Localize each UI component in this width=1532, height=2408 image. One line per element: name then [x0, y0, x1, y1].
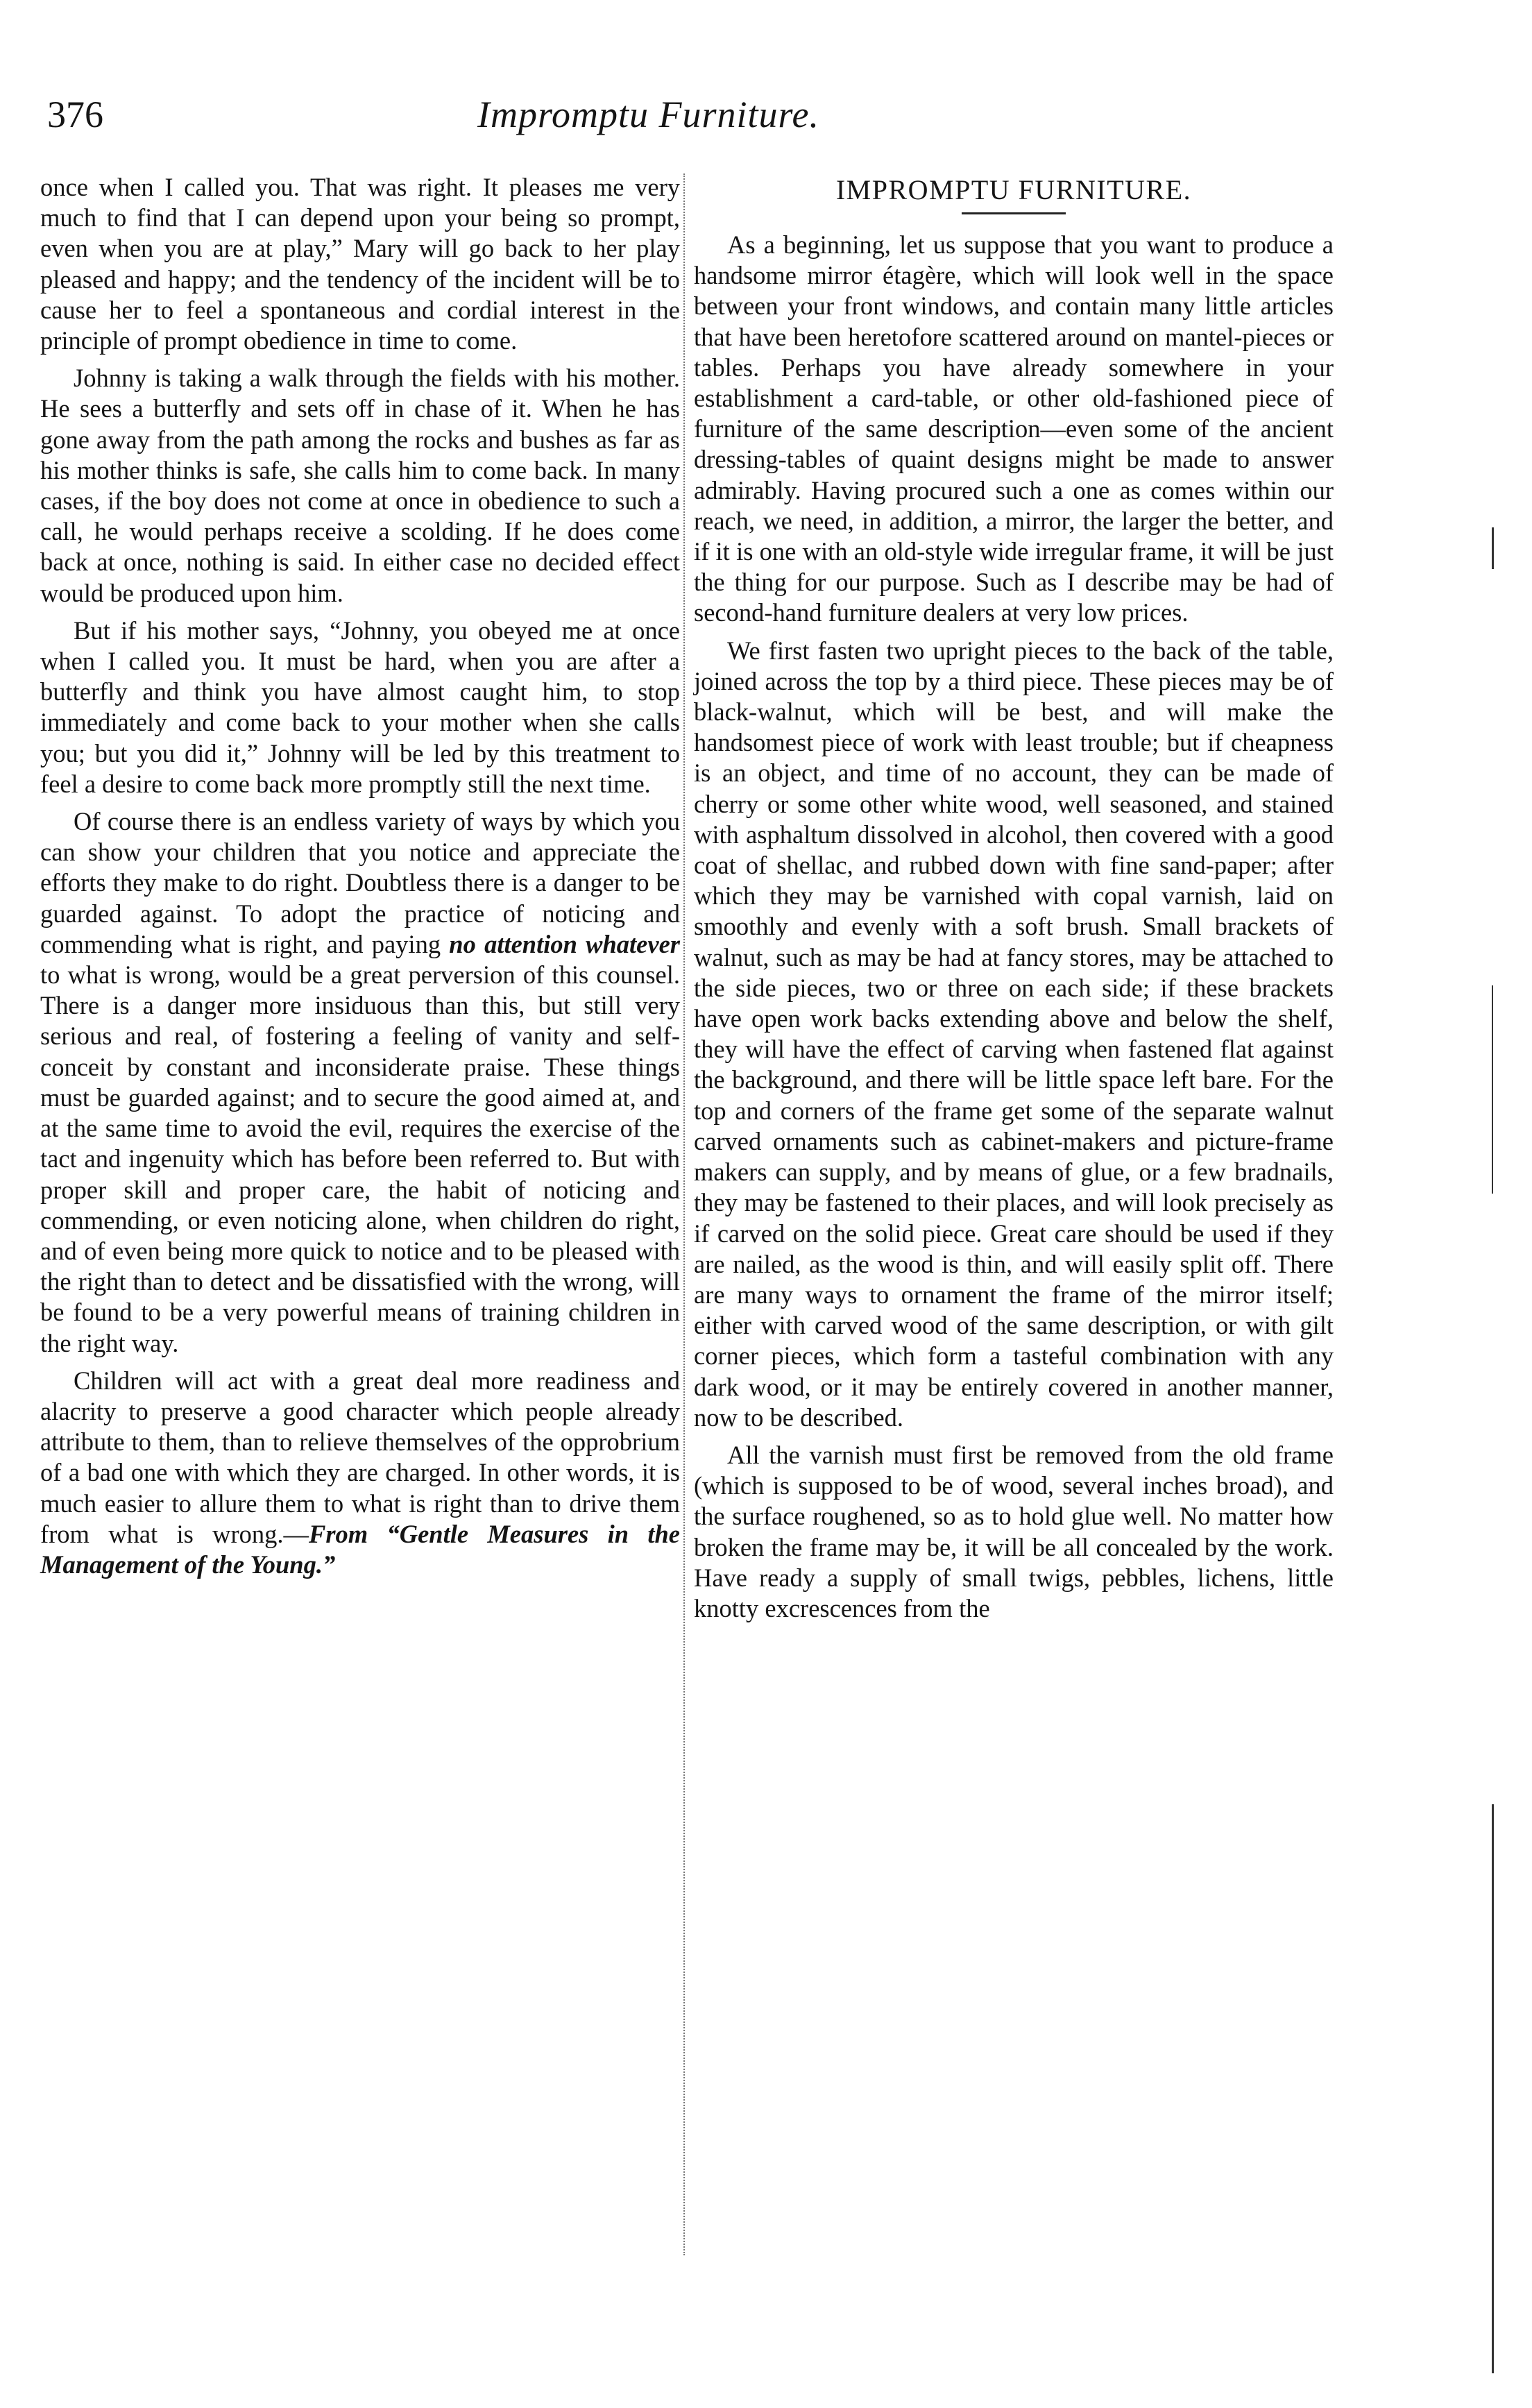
running-head — [47, 90, 1365, 146]
running-title: Impromptu Furniture. — [477, 94, 819, 135]
paragraph — [40, 806, 680, 1359]
left-column — [40, 172, 680, 1587]
text-run: to what is wrong, would be a great perversion of this counsel. There is a danger more insiduous than this, but still very serious and real, of fostering a feeling of vanity and self-conceit by constant and inconsiderate praise. These things must be guarded against; and to secure the good aimed at, and at the same time to avoid the evil, requires the exercise of the tact and ingenuity which has before been referred to. But with proper skill and proper care, the habit of noticing and commending, or even noticing alone, when children do right, and of even being more quick to notice and to be pleased with the right than to detect and be dissatisfied with the wrong, will be found to be a very powerful means of training children in the right way. — [40, 960, 680, 1357]
paragraph: Johnny is taking a walk through the fields with his mother. He sees a butterfly and sets off in chase of it. When he has gone away from the path among the rocks and bushes as far as his mother thinks is safe, she calls him to come back. In many cases, if the boy does not come at once in obedience to such a call, he would perhaps receive a scolding. If he does come back at once, nothing is said. In either case no decided effect would be produced upon him. — [40, 364, 680, 607]
paragraph — [40, 1366, 680, 1580]
text-run: Children will act with a great deal more readiness and alacrity to preserve a good character which people already attribute to them, than to relieve themselves of the opprobrium of a bad one with which they are charged. In other words, it is much easier to allure them to what is right than to drive them from what is wrong.— — [40, 1366, 680, 1548]
text-run: Of course there is an endless variety of ways by which you can show your children that you notice and appreciate the efforts they make to do right. Doubtless there is a danger to be guarded against. To adopt the practice of noticing and commending what is right, and paying — [40, 807, 680, 958]
margin-mark — [1492, 527, 1494, 569]
source-citation: From “Gentle Measures in the Management of the Young.” — [40, 1519, 680, 1579]
right-column — [694, 172, 1334, 1631]
paragraph: As a beginning, let us suppose that you want to produce a handsome mirror étagère, which will look well in the space between your front windows, and contain many little articles that have been heretofore scattered around on mantel-pieces or tables. Perhaps you have already somewhere in your establishment a card-table, or other old-fashioned piece of furniture of the same description—even some of the ancient dressing-tables of quaint designs might be made to answer admirably. Having procured such a one as comes within our reach, we need, in addition, a mirror, the larger the better, and if it is one with an old-style wide irregular frame, it will be just the thing for our purpose. Such as I describe may be had of second-hand furniture dealers at very low prices. — [694, 230, 1334, 627]
emphasis-text: no attention whatever — [449, 929, 680, 958]
paragraph: We first fasten two upright pieces to the back of the table, joined across the top by a third piece. These pieces may be of black-walnut, which will be best, and will make the handsomest piece of work with least trouble; but if cheapness is an object, and time of no account, they can be made of cherry or some other white wood, well seasoned, and stained with asphaltum dissolved in alcohol, then covered with a good coat of shellac, and rubbed down with fine sand-paper; after which they may be varnished with copal varnish, laid on smoothly and evenly with a soft brush. Small brackets of walnut, such as may be had at fancy stores, may be attached to the side pieces, two or three on each side; if these brackets have open work backs extending above and below the shelf, they will have the effect of carving when fastened flat against the background, and there will be little space left bare. For the top and corners of the frame get some of the separate walnut carved ornaments such as cabinet-makers and picture-frame makers can supply, and by means of glue, or a few bradnails, they may be fastened to their places, and will look precisely as if carved on the solid piece. Great care should be used if they are nailed, as the wood is thin, and will easily split off. There are many ways to ornament the frame of the mirror itself; either with carved wood of the same description, or with gilt corner pieces, which form a tasteful combination with any dark wood, or it may be entirely covered in another manner, now to be described. — [694, 636, 1334, 1432]
paragraph: once when I called you. That was right. It pleases me very much to find that I can depend upon your being so prompt, even when you are at play,” Mary will go back to her play pleased and happy; and the tendency of the incident will be to cause her to feel a spontaneous and cordial interest in the principle of prompt obedience in time to come. — [40, 173, 680, 355]
margin-mark — [1492, 1804, 1494, 2373]
article-title: IMPROMPTU FURNITURE. — [835, 174, 1192, 205]
column-divider — [683, 173, 685, 2255]
paragraph: All the varnish must first be removed from the old frame (which is supposed to be of wood, several inches broad), and the surface roughened, so as to hold glue well. No matter how broken the frame may be, it will be all concealed by the work. Have ready a supply of small twigs, pebbles, lichens, little knotty excrescences from the — [694, 1440, 1334, 1622]
paragraph: But if his mother says, “Johnny, you obeyed me at once when I called you. It must be hard, when you are after a butterfly and think you have almost caught him, to stop immediately and come back to your mother when she calls you; but you did it,” Johnny will be led by this treatment to feel a desire to come back more promptly still the next time. — [40, 616, 680, 798]
title-rule — [962, 212, 1066, 214]
margin-mark — [1492, 985, 1493, 1194]
page-number: 376 — [47, 94, 103, 135]
